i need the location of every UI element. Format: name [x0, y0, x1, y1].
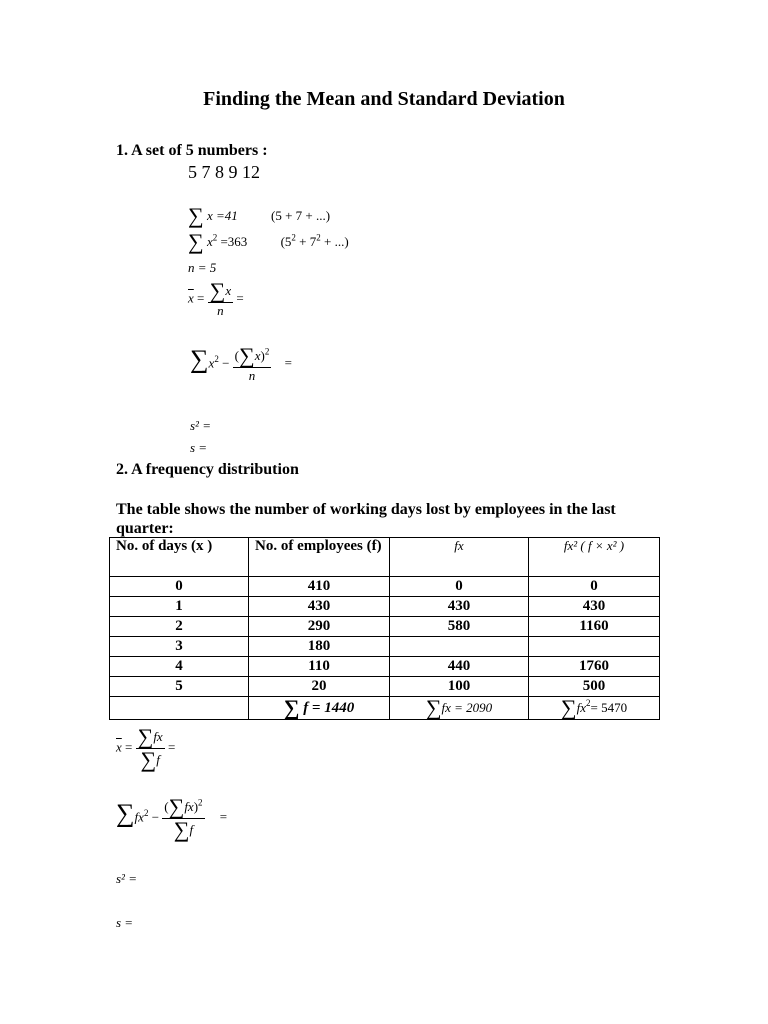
cell-fx2: [529, 637, 660, 657]
sigma-symbol: ∑: [188, 203, 204, 228]
table-row: [110, 577, 660, 597]
cell-f: 430: [249, 597, 390, 617]
totals-row: [110, 697, 660, 720]
cell-fx2: 0: [529, 577, 660, 597]
sum-x2-value: =363: [220, 234, 248, 249]
freq-sd-result: s =: [116, 915, 134, 930]
cell-f: 20: [249, 677, 390, 697]
freq-mean-fraction: $\frac{\sum fx}{\sum f}$: [137, 724, 163, 772]
sum-x-value: x =41: [206, 208, 238, 223]
question-2-heading: 2. A frequency distribution: [116, 461, 299, 478]
table-row: [110, 677, 660, 697]
freq-variance-fraction: $\frac{(\sum fx)^2}{\sum f}$: [164, 794, 203, 842]
question-1-heading: 1. A set of 5 numbers :: [116, 142, 268, 159]
header-days: No. of days (x ): [110, 538, 249, 577]
variance-sum-formula: $\sum x^2$ − $\frac{(\sum x)^2}{n}$ =: [190, 343, 292, 383]
sum-x2-hint: ($5^2 + 7^2$ + ...): [280, 232, 349, 249]
cell-f: 180: [249, 637, 390, 657]
page-title: Finding the Mean and Standard Deviation: [203, 88, 565, 110]
sd-result: s =: [190, 440, 208, 455]
variance-result: s² =: [190, 418, 211, 433]
sigma-symbol: ∑: [188, 229, 204, 254]
table-row: [110, 657, 660, 677]
cell-f: 410: [249, 577, 390, 597]
cell-x: 4: [110, 657, 249, 677]
variance-fraction: $\frac{(\sum x)^2}{n}$: [234, 343, 270, 383]
cell-x: 5: [110, 677, 249, 697]
cell-f: 290: [249, 617, 390, 637]
mean-formula: $\overline{x}$ = $\frac{\sum x}{n}$ =: [188, 278, 244, 318]
table-intro: The table shows the number of working days lost by employees in the last quarter:: [116, 501, 616, 537]
header-employees: No. of employees (f): [249, 538, 390, 577]
table-header-row: [110, 538, 660, 577]
n-line: n = 5: [188, 260, 217, 275]
cell-fx: 580: [390, 617, 529, 637]
table-row: [110, 597, 660, 617]
total-fx: ∑fx = 2090: [390, 697, 529, 720]
table-row: [110, 617, 660, 637]
cell-fx: 430: [390, 597, 529, 617]
freq-mean-formula: $\overline{x}$ = $\frac{\sum fx}{\sum f}$ =: [116, 724, 176, 772]
total-fx2: $\sum fx^2= 5470$: [529, 697, 660, 720]
cell-x: 3: [110, 637, 249, 657]
number-set: 5 7 8 9 12: [188, 162, 260, 182]
cell-fx2: 430: [529, 597, 660, 617]
frequency-table: [109, 537, 660, 720]
sum-x-hint: (5 + 7 + ...): [270, 208, 331, 223]
freq-variance-sum-formula: $\sum fx^2$ − $\frac{(\sum fx)^2}{\sum f}$ =: [116, 794, 228, 842]
cell-fx: [390, 637, 529, 657]
cell-fx: 0: [390, 577, 529, 597]
cell-f: 110: [249, 657, 390, 677]
sum-x2-line: ∑ $x^2 =363$ ($5^2 + 7^2$ + ...): [188, 229, 349, 254]
cell-empty: [110, 697, 249, 720]
cell-fx2: 1160: [529, 617, 660, 637]
cell-x: 2: [110, 617, 249, 637]
cell-fx: 100: [390, 677, 529, 697]
freq-variance-result: s² =: [116, 871, 137, 886]
sum-x-line: [188, 205, 330, 227]
cell-fx: 440: [390, 657, 529, 677]
total-f: ∑ f = 1440: [249, 697, 390, 720]
sum-x2-var: x: [206, 234, 213, 249]
cell-fx2: 1760: [529, 657, 660, 677]
cell-fx2: 500: [529, 677, 660, 697]
mean-fraction: $\frac{\sum x}{n}$: [209, 278, 232, 318]
table-row: [110, 637, 660, 657]
cell-x: 1: [110, 597, 249, 617]
header-fx: fx: [390, 538, 529, 577]
header-fx2: fx² ( f × x² ): [529, 538, 660, 577]
cell-x: 0: [110, 577, 249, 597]
